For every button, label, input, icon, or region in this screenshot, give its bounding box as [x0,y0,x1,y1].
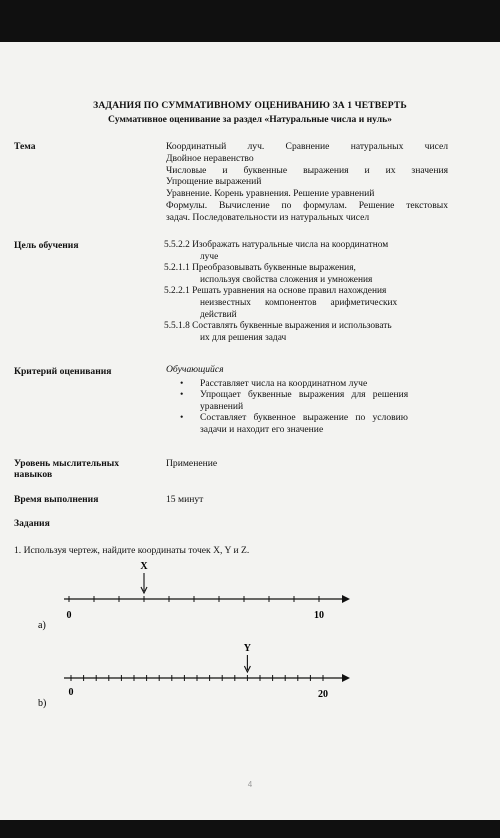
ray-part-label: b) [38,698,47,709]
skill-level-label: Уровень мыслительных навыков [14,458,120,480]
ray-end-label: 10 [314,610,324,621]
topic-line: Формулы. Вычисление по формулам. Решение текстовых [166,199,448,211]
topic-line: Числовые и буквенные выражения и их значения [166,164,448,176]
bullet-icon: • [180,412,184,424]
goal-item: 5.2.1.1 Преобразовывать буквенные выражения, используя свойства сложения и умножения [164,263,373,285]
document-title: ЗАДАНИЯ ПО СУММАТИВНОМУ ОЦЕНИВАНИЮ ЗА 1 ЧЕТВЕРТЬ [93,100,407,111]
bullet-icon: • [180,377,184,389]
tasks-heading: Задания [14,518,50,529]
topic-line: Двойное неравенство [166,152,254,164]
topic-line: Уравнение. Корень уравнения. Решение уравнений [166,188,375,200]
task-1-text: 1. Используя чертеж, найдите координаты точек X, Y и Z. [14,545,250,556]
ray-start-label: 0 [66,610,72,621]
time-value: 15 минут [166,494,204,505]
criteria-item: • Составляет буквенное выражение по условию задачи и находит его значение [180,412,408,435]
topic-label: Тема [14,141,36,152]
coordinate-ray-b [0,638,500,718]
ray-arrowhead-icon [342,674,350,682]
topic-line: задач. Последовательности из натуральных чисел [166,211,370,223]
criteria-item: • Упрощает буквенные выражения для решения уравнений [180,389,409,412]
criteria-list [166,378,448,436]
document-subtitle: Суммативное оценивание за раздел «Натуральные числа и нуль» [108,114,392,125]
bullet-icon: • [180,389,184,401]
topic-line: Координатный луч. Сравнение натуральных чисел [166,141,448,152]
goal-item: 5.5.1.8 Составлять буквенные выражения и использовать их для решения задач [164,321,392,343]
goals-label: Цель обучения [14,240,79,251]
down-arrow-icon [244,655,250,672]
ray-part-label: а) [38,620,46,631]
coordinate-ray-a [0,555,500,635]
ray-point-label: Y [243,643,252,654]
goal-item: 5.5.2.2 Изображать натуральные числа на координатном луче [164,240,389,262]
topic-line: Упрощение выражений [166,176,262,188]
topic-value [166,141,448,224]
down-arrow-icon [141,573,147,593]
goals-list [164,240,448,344]
criteria-label: Критерий оценивания [14,366,112,377]
criteria-item: • Расставляет числа на координатном луче [180,377,368,389]
time-label: Время выполнения [14,494,99,505]
criteria-intro: Обучающийся [166,364,224,375]
page-number: 4 [247,780,253,789]
skill-level-value: Применение [166,458,218,469]
criteria-value [166,364,448,436]
top-black-bar [0,0,500,42]
ray-arrowhead-icon [342,595,350,603]
ray-point-label: X [140,561,148,572]
ray-end-label: 20 [318,689,328,700]
ray-start-label: 0 [68,687,74,698]
goal-item: 5.2.2.1 Решать уравнения на основе правил нахождения неизвестных компонентов арифметических действий [164,286,398,320]
bottom-black-bar [0,820,500,838]
